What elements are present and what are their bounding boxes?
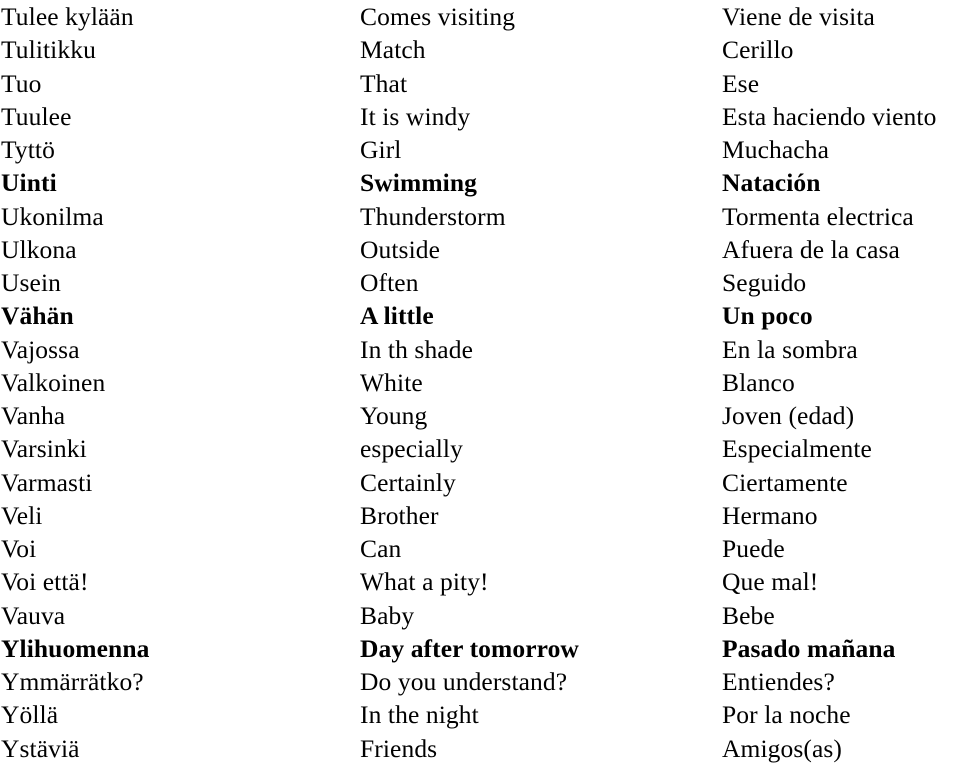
- spanish-translation: Afuera de la casa: [722, 234, 900, 264]
- english-translation: In the night: [360, 700, 479, 730]
- spanish-translation: Esta haciendo viento: [722, 101, 937, 131]
- spanish-translation: En la sombra: [722, 334, 858, 364]
- finnish-word: Ystäviä: [1, 733, 80, 763]
- english-translation: Outside: [360, 234, 441, 264]
- english-translation: Brother: [360, 500, 439, 530]
- finnish-word: Varsinki: [1, 434, 87, 464]
- spanish-translation: Pasado mañana: [722, 633, 896, 663]
- english-translation: Swimming: [360, 168, 477, 198]
- spanish-translation: Puede: [722, 534, 785, 563]
- english-translation: Day after tomorrow: [360, 633, 579, 663]
- vocab-row: [0, 499, 960, 532]
- english-translation: Girl: [360, 135, 402, 164]
- spanish-translation: Bebe: [722, 600, 775, 630]
- vocab-row: [0, 266, 960, 299]
- vocab-row: [0, 0, 960, 33]
- english-translation: Thunderstorm: [360, 201, 506, 231]
- finnish-word: Tulitikku: [1, 35, 96, 65]
- vocab-row: [0, 100, 960, 133]
- finnish-word: Ylihuomenna: [1, 633, 150, 663]
- vocab-row: [0, 665, 960, 698]
- finnish-word: Valkoinen: [1, 367, 106, 397]
- finnish-word: Vanha: [1, 401, 66, 430]
- vocab-row: [0, 233, 960, 266]
- english-translation: Often: [360, 268, 419, 297]
- vocab-row: [0, 366, 960, 399]
- vocab-row: [0, 33, 960, 66]
- vocab-row: [0, 432, 960, 465]
- spanish-translation: Amigos(as): [722, 733, 842, 763]
- english-translation: What a pity!: [360, 567, 489, 597]
- spanish-translation: Tormenta electrica: [722, 201, 914, 231]
- english-translation: Match: [360, 35, 426, 65]
- spanish-translation: Entiendes?: [722, 667, 835, 696]
- spanish-translation: Ese: [722, 68, 760, 98]
- vocab-row: [0, 732, 960, 765]
- english-translation: especially: [360, 434, 463, 464]
- finnish-word: Ulkona: [1, 234, 77, 264]
- finnish-word: Vauva: [1, 600, 66, 630]
- english-translation: In th shade: [360, 334, 473, 364]
- finnish-word: Tyttö: [1, 135, 55, 164]
- finnish-word: Usein: [1, 268, 61, 297]
- spanish-translation: Natación: [722, 168, 821, 198]
- vocab-row: [0, 599, 960, 632]
- spanish-translation: Seguido: [722, 268, 807, 297]
- english-translation: Can: [360, 534, 402, 563]
- english-translation: Do you understand?: [360, 667, 568, 696]
- spanish-translation: Viene de visita: [722, 2, 875, 31]
- spanish-translation: Un poco: [722, 301, 813, 331]
- spanish-translation: Que mal!: [722, 567, 819, 597]
- vocab-row: [0, 133, 960, 166]
- english-translation: Young: [360, 401, 428, 430]
- english-translation: A little: [360, 301, 434, 331]
- spanish-translation: Especialmente: [722, 434, 872, 464]
- english-translation: Comes visiting: [360, 2, 516, 31]
- finnish-word: Vähän: [1, 301, 74, 331]
- english-translation: White: [360, 367, 423, 397]
- finnish-word: Veli: [1, 500, 43, 530]
- vocab-row: [0, 299, 960, 332]
- english-translation: That: [360, 68, 408, 98]
- english-translation: Friends: [360, 733, 438, 763]
- english-translation: Baby: [360, 600, 415, 630]
- vocab-row: [0, 166, 960, 199]
- vocab-row: [0, 399, 960, 432]
- finnish-word: Vajossa: [1, 334, 80, 364]
- vocab-row: [0, 333, 960, 366]
- vocab-row: [0, 565, 960, 598]
- finnish-word: Tulee kylään: [1, 2, 134, 31]
- finnish-word: Voi että!: [1, 567, 89, 597]
- vocab-row: [0, 67, 960, 100]
- finnish-word: Tuo: [1, 68, 42, 98]
- spanish-translation: Ciertamente: [722, 467, 848, 497]
- vocab-row: [0, 698, 960, 731]
- finnish-word: Varmasti: [1, 467, 93, 497]
- finnish-word: Ymmärrätko?: [1, 667, 144, 696]
- vocab-row: [0, 466, 960, 499]
- vocab-row: [0, 632, 960, 665]
- finnish-word: Uinti: [1, 168, 57, 198]
- spanish-translation: Joven (edad): [722, 401, 855, 430]
- spanish-translation: Por la noche: [722, 700, 851, 730]
- spanish-translation: Blanco: [722, 367, 795, 397]
- spanish-translation: Muchacha: [722, 135, 829, 164]
- spanish-translation: Hermano: [722, 500, 818, 530]
- english-translation: It is windy: [360, 101, 471, 131]
- finnish-word: Yöllä: [1, 700, 59, 730]
- spanish-translation: Cerillo: [722, 35, 794, 65]
- vocab-row: [0, 532, 960, 565]
- finnish-word: Voi: [1, 534, 37, 563]
- english-translation: Certainly: [360, 467, 456, 497]
- finnish-word: Tuulee: [1, 101, 72, 131]
- finnish-word: Ukonilma: [1, 201, 104, 231]
- vocab-row: [0, 200, 960, 233]
